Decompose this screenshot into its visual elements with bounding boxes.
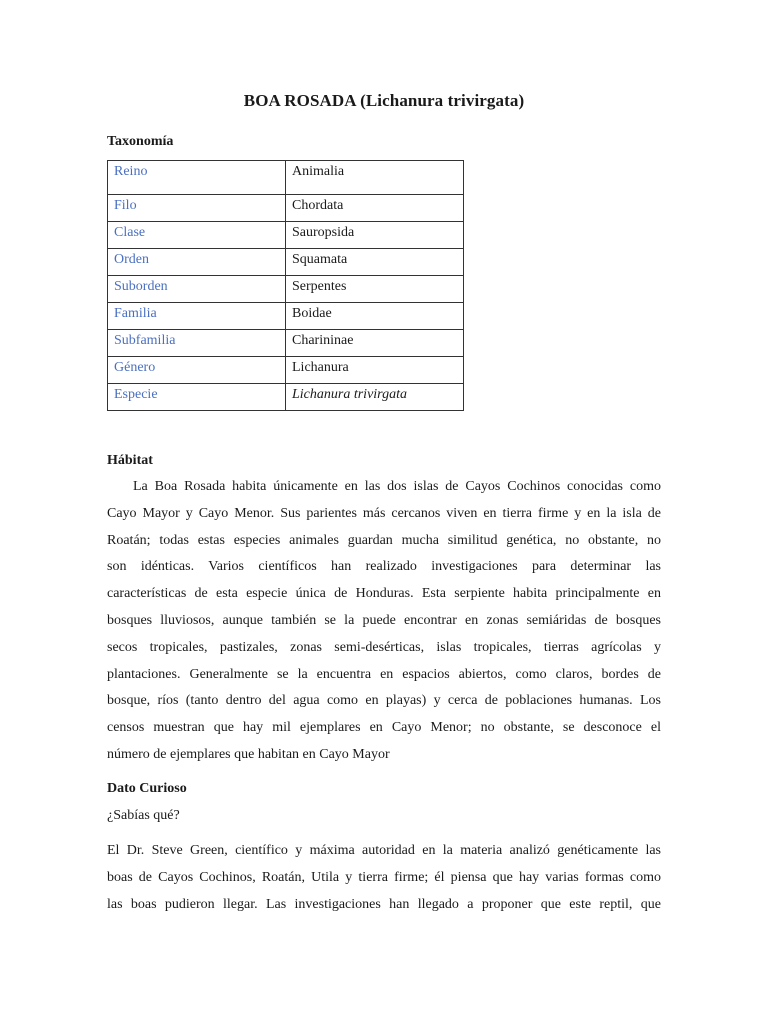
paragraph-line: El Dr. Steve Green, científico y máxima autoridad en la materia analizó genéticamente las — [107, 843, 661, 858]
table-row — [108, 303, 464, 330]
paragraph-line: son idénticas. Varios científicos han realizado investigaciones para determinar las — [107, 559, 661, 575]
table-row — [108, 222, 464, 249]
paragraph-line: secos tropicales, pastizales, zonas semi-desérticas, islas tropicales, tierras agrícolas y — [107, 639, 661, 655]
dato-curioso-heading: Dato Curioso — [107, 781, 187, 796]
table-row — [108, 276, 464, 303]
paragraph-line: número de ejemplares que habitan en Cayo Mayor — [107, 746, 390, 762]
paragraph-line: características de esta especie única de Honduras. Esta serpiente habita principalmente en — [107, 586, 661, 602]
paragraph-line: plantaciones. Generalmente se la encuentra en espacios abiertos, como claros, bordes de — [107, 666, 661, 682]
paragraph-line: bosques lluviosos, aunque también se la puede encontrar en zonas semiáridas de bosques — [107, 612, 661, 628]
taxonomy-value: Sauropsida — [286, 222, 464, 249]
table-row — [108, 384, 464, 411]
paragraph-line: boas de Cayos Cochinos, Roatán, Utila y tierra firme; él piensa que hay varias formas como — [107, 869, 661, 885]
taxonomy-rank: Subfamilia — [108, 330, 286, 357]
taxonomy-rank: Familia — [108, 303, 286, 330]
taxonomy-value: Charininae — [286, 330, 464, 357]
paragraph-line: Roatán; todas estas especies animales guardan mucha similitud genética, no obstante, no — [107, 532, 661, 548]
paragraph-line: Cayo Mayor y Cayo Menor. Sus parientes más cercanos viven en tierra firme y en la isla de — [107, 505, 661, 521]
taxonomy-heading: Taxonomía — [107, 134, 174, 149]
document-title: BOA ROSADA (Lichanura trivirgata) — [243, 91, 525, 110]
taxonomy-value: Boidae — [286, 303, 464, 330]
paragraph-line: las boas pudieron llegar. Las investigaciones han llegado a proponer que este reptil, que — [107, 896, 661, 912]
taxonomy-rank: Especie — [108, 384, 286, 411]
paragraph-line: La Boa Rosada habita únicamente en las dos islas de Cayos Cochinos conocidas como — [133, 479, 661, 494]
taxonomy-value: Animalia — [286, 161, 464, 195]
table-row — [108, 161, 464, 195]
dato-paragraph — [107, 838, 661, 918]
taxonomy-value: Lichanura — [286, 357, 464, 384]
table-row — [108, 357, 464, 384]
taxonomy-rank: Clase — [108, 222, 286, 249]
taxonomy-value: Chordata — [286, 195, 464, 222]
table-row — [108, 249, 464, 276]
habitat-heading: Hábitat — [107, 453, 153, 468]
taxonomy-rank: Filo — [108, 195, 286, 222]
taxonomy-rank: Reino — [108, 161, 286, 195]
taxonomy-table — [107, 160, 464, 411]
taxonomy-value: Squamata — [286, 249, 464, 276]
dato-question: ¿Sabías qué? — [107, 808, 180, 823]
taxonomy-rank: Género — [108, 357, 286, 384]
taxonomy-rank: Suborden — [108, 276, 286, 303]
taxonomy-value: Serpentes — [286, 276, 464, 303]
paragraph-line: bosque, ríos (tanto dentro del agua como en playas) y cerca de poblaciones humanas. Los — [107, 693, 661, 709]
table-row — [108, 330, 464, 357]
paragraph-line: censos muestran que hay mil ejemplares en Cayo Menor; no obstante, se desconoce el — [107, 720, 661, 736]
table-row — [108, 195, 464, 222]
taxonomy-value: Lichanura trivirgata — [286, 384, 464, 411]
taxonomy-rank: Orden — [108, 249, 286, 276]
habitat-paragraph — [107, 474, 661, 769]
